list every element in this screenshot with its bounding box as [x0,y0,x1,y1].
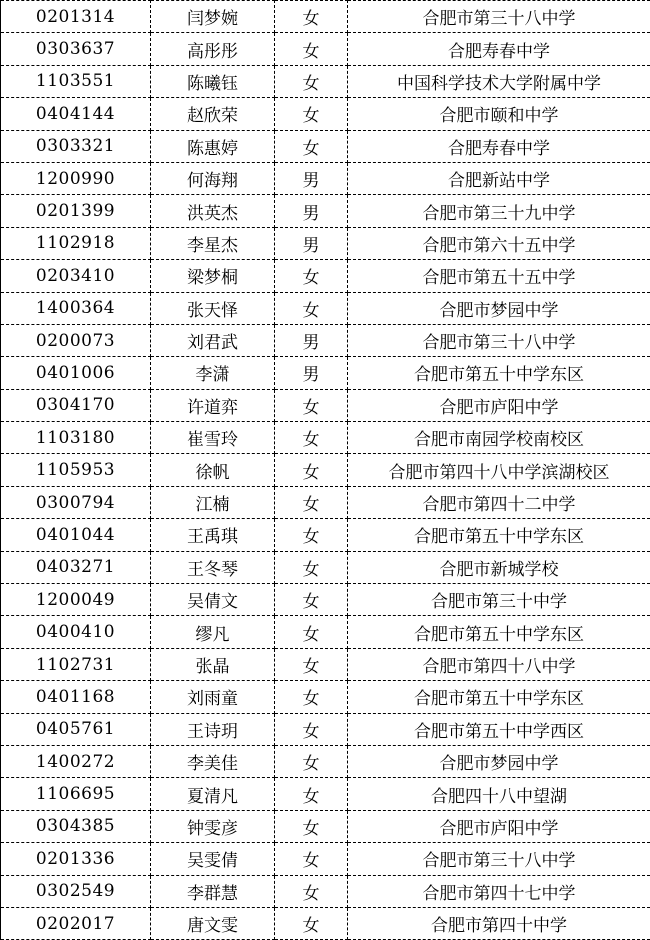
gender-cell: 女 [275,616,348,648]
student-name-cell: 洪英杰 [151,195,275,227]
table-row [1,260,650,292]
student-id-cell: 0303321 [1,130,151,162]
student-name-cell: 王冬琴 [151,551,275,583]
school-cell: 合肥市第三十八中学 [348,1,650,33]
student-id-cell: 1103180 [1,422,151,454]
gender-cell: 女 [275,389,348,421]
student-id-cell: 1102731 [1,648,151,680]
table-row [1,98,650,130]
student-name-cell: 何海翔 [151,162,275,194]
table-row [1,162,650,194]
gender-cell: 女 [275,843,348,875]
student-id-cell: 1400272 [1,745,151,777]
school-cell: 合肥新站中学 [348,162,650,194]
student-name-cell: 李美佳 [151,745,275,777]
student-id-cell: 1200049 [1,584,151,616]
gender-cell: 女 [275,907,348,939]
student-id-cell: 0303637 [1,33,151,65]
student-name-cell: 吴倩文 [151,584,275,616]
student-name-cell: 王禹琪 [151,519,275,551]
student-id-cell: 0404144 [1,98,151,130]
student-name-cell: 江楠 [151,486,275,518]
student-name-cell: 闫梦婉 [151,1,275,33]
student-id-cell: 0203410 [1,260,151,292]
student-id-cell: 0201314 [1,1,151,33]
student-name-cell: 张天怿 [151,292,275,324]
table-row [1,1,650,33]
school-cell: 合肥市第五十中学东区 [348,681,650,713]
table-row [1,324,650,356]
table-row [1,195,650,227]
gender-cell: 女 [275,292,348,324]
school-cell: 合肥市第三十八中学 [348,324,650,356]
gender-cell: 女 [275,33,348,65]
gender-cell: 女 [275,486,348,518]
gender-cell: 男 [275,357,348,389]
school-cell: 合肥市梦园中学 [348,745,650,777]
student-name-cell: 赵欣荣 [151,98,275,130]
gender-cell: 女 [275,778,348,810]
school-cell: 合肥市第五十中学东区 [348,357,650,389]
school-cell: 中国科学技术大学附属中学 [348,65,650,97]
gender-cell: 女 [275,551,348,583]
school-cell: 合肥市南园学校南校区 [348,422,650,454]
school-cell: 合肥市第三十八中学 [348,843,650,875]
gender-cell: 女 [275,745,348,777]
table-row [1,454,650,486]
student-id-cell: 0302549 [1,875,151,907]
student-name-cell: 钟雯彦 [151,810,275,842]
table-row [1,486,650,518]
table-row [1,616,650,648]
student-id-cell: 1200990 [1,162,151,194]
student-id-cell: 0400410 [1,616,151,648]
table-row [1,519,650,551]
gender-cell: 女 [275,260,348,292]
student-name-cell: 刘君武 [151,324,275,356]
school-cell: 合肥市庐阳中学 [348,389,650,421]
gender-cell: 女 [275,422,348,454]
table-row [1,130,650,162]
student-name-cell: 陈曦钰 [151,65,275,97]
table-row [1,907,650,939]
gender-cell: 女 [275,98,348,130]
student-id-cell: 0401006 [1,357,151,389]
school-cell: 合肥市第三十中学 [348,584,650,616]
gender-cell: 女 [275,519,348,551]
table-row [1,422,650,454]
school-cell: 合肥市第四十中学 [348,907,650,939]
student-name-cell: 缪凡 [151,616,275,648]
gender-cell: 女 [275,810,348,842]
student-name-cell: 梁梦桐 [151,260,275,292]
gender-cell: 女 [275,875,348,907]
student-name-cell: 吴雯倩 [151,843,275,875]
gender-cell: 男 [275,324,348,356]
gender-cell: 女 [275,681,348,713]
student-id-cell: 0201336 [1,843,151,875]
school-cell: 合肥市颐和中学 [348,98,650,130]
table-row [1,843,650,875]
student-name-cell: 李群慧 [151,875,275,907]
student-id-cell: 0401168 [1,681,151,713]
student-id-cell: 0300794 [1,486,151,518]
gender-cell: 男 [275,162,348,194]
school-cell: 合肥市第三十九中学 [348,195,650,227]
school-cell: 合肥市庐阳中学 [348,810,650,842]
student-id-cell: 1400364 [1,292,151,324]
table-row [1,227,650,259]
school-cell: 合肥市第五十中学东区 [348,519,650,551]
student-name-cell: 陈惠婷 [151,130,275,162]
student-name-cell: 崔雪玲 [151,422,275,454]
student-id-cell: 0304385 [1,810,151,842]
student-id-cell: 1103551 [1,65,151,97]
table-row [1,292,650,324]
school-cell: 合肥市第四十七中学 [348,875,650,907]
table-body [1,1,650,940]
student-id-cell: 0405761 [1,713,151,745]
school-cell: 合肥四十八中望湖 [348,778,650,810]
school-cell: 合肥市第六十五中学 [348,227,650,259]
table-row [1,778,650,810]
gender-cell: 男 [275,195,348,227]
school-cell: 合肥寿春中学 [348,130,650,162]
student-id-cell: 1105953 [1,454,151,486]
student-name-cell: 张晶 [151,648,275,680]
table-row [1,713,650,745]
gender-cell: 女 [275,648,348,680]
table-row [1,551,650,583]
student-id-cell: 0401044 [1,519,151,551]
student-id-cell: 1102918 [1,227,151,259]
table-row [1,65,650,97]
student-id-cell: 0200073 [1,324,151,356]
student-id-cell: 0403271 [1,551,151,583]
table-row [1,33,650,65]
table-row [1,648,650,680]
school-cell: 合肥市第五十中学西区 [348,713,650,745]
student-name-cell: 李星杰 [151,227,275,259]
student-name-cell: 唐文雯 [151,907,275,939]
gender-cell: 女 [275,454,348,486]
gender-cell: 女 [275,65,348,97]
school-cell: 合肥市新城学校 [348,551,650,583]
school-cell: 合肥寿春中学 [348,33,650,65]
school-cell: 合肥市第四十八中学 [348,648,650,680]
student-id-cell: 0304170 [1,389,151,421]
table-row [1,810,650,842]
student-name-cell: 王诗玥 [151,713,275,745]
student-name-cell: 刘雨童 [151,681,275,713]
student-name-cell: 高彤彤 [151,33,275,65]
student-name-cell: 李潇 [151,357,275,389]
table-row [1,584,650,616]
gender-cell: 女 [275,584,348,616]
student-id-cell: 0202017 [1,907,151,939]
student-name-cell: 徐帆 [151,454,275,486]
table-row [1,389,650,421]
table-row [1,875,650,907]
gender-cell: 女 [275,130,348,162]
student-id-cell: 1106695 [1,778,151,810]
table-row [1,745,650,777]
school-cell: 合肥市第四十八中学滨湖校区 [348,454,650,486]
gender-cell: 女 [275,713,348,745]
gender-cell: 男 [275,227,348,259]
school-cell: 合肥市第五十中学东区 [348,616,650,648]
gender-cell: 女 [275,1,348,33]
school-cell: 合肥市梦园中学 [348,292,650,324]
school-cell: 合肥市第五十五中学 [348,260,650,292]
table-row [1,681,650,713]
student-name-cell: 许道弈 [151,389,275,421]
table-row [1,357,650,389]
student-id-cell: 0201399 [1,195,151,227]
school-cell: 合肥市第四十二中学 [348,486,650,518]
student-name-cell: 夏清凡 [151,778,275,810]
